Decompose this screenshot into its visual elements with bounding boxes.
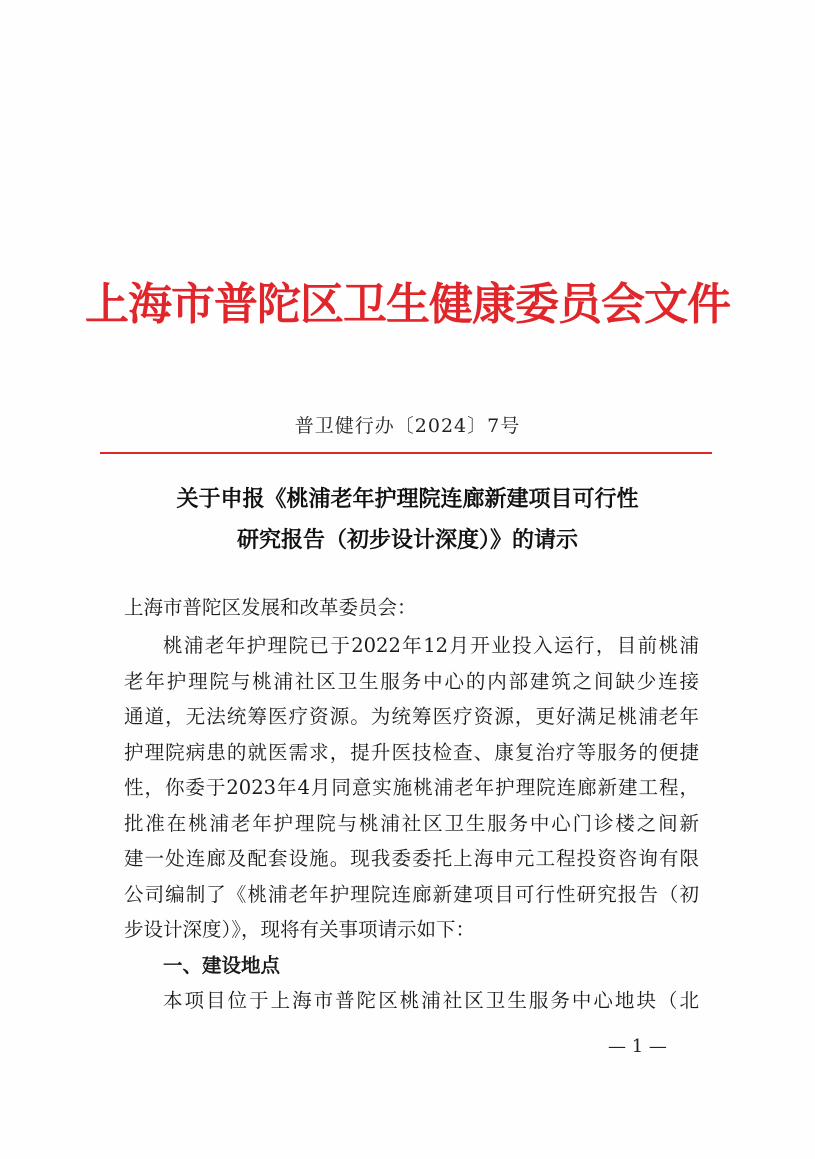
section-heading: 一、建设地点 xyxy=(163,953,281,977)
body-line: 性，你委于2023年4月同意实施桃浦老年护理院连廊新建工程， xyxy=(124,776,699,799)
document-number: 普卫健行办〔2024〕7号 xyxy=(294,415,521,437)
body-line: 步设计深度）》，现将有关事项请示如下： xyxy=(124,918,476,941)
body-line: 桃浦老年护理院已于2022年12月开业投入运行，目前桃浦 xyxy=(163,634,699,657)
body-line: 护理院病患的就医需求，提升医技检查、康复治疗等服务的便捷 xyxy=(124,740,699,764)
body-line: 建一处连廊及配套设施。现我委委托上海申元工程投资咨询有限 xyxy=(124,847,699,870)
issuer-title: 上海市普陀区卫生健康委员会文件 xyxy=(85,279,730,330)
salutation: 上海市普陀区发展和改革委员会： xyxy=(124,596,417,619)
subject-line-2: 研究报告（初步设计深度）》的请示 xyxy=(236,528,578,553)
page-number: — 1 — xyxy=(608,1036,667,1057)
body-line: 通道，无法统筹医疗资源。为统筹医疗资源，更好满足桃浦老年 xyxy=(124,705,699,728)
body-line: 批准在桃浦老年护理院与桃浦社区卫生服务中心门诊楼之间新 xyxy=(124,811,699,835)
section-body-line: 本项目位于上海市普陀区桃浦社区卫生服务中心地块（北 xyxy=(163,989,699,1012)
body-line: 公司编制了《桃浦老年护理院连廊新建项目可行性研究报告（初 xyxy=(124,882,699,906)
subject-line-1: 关于申报《桃浦老年护理院连廊新建项目可行性 xyxy=(176,487,639,512)
body-line: 老年护理院与桃浦社区卫生服务中心的内部建筑之间缺少连接 xyxy=(124,669,699,693)
red-divider xyxy=(100,452,712,454)
